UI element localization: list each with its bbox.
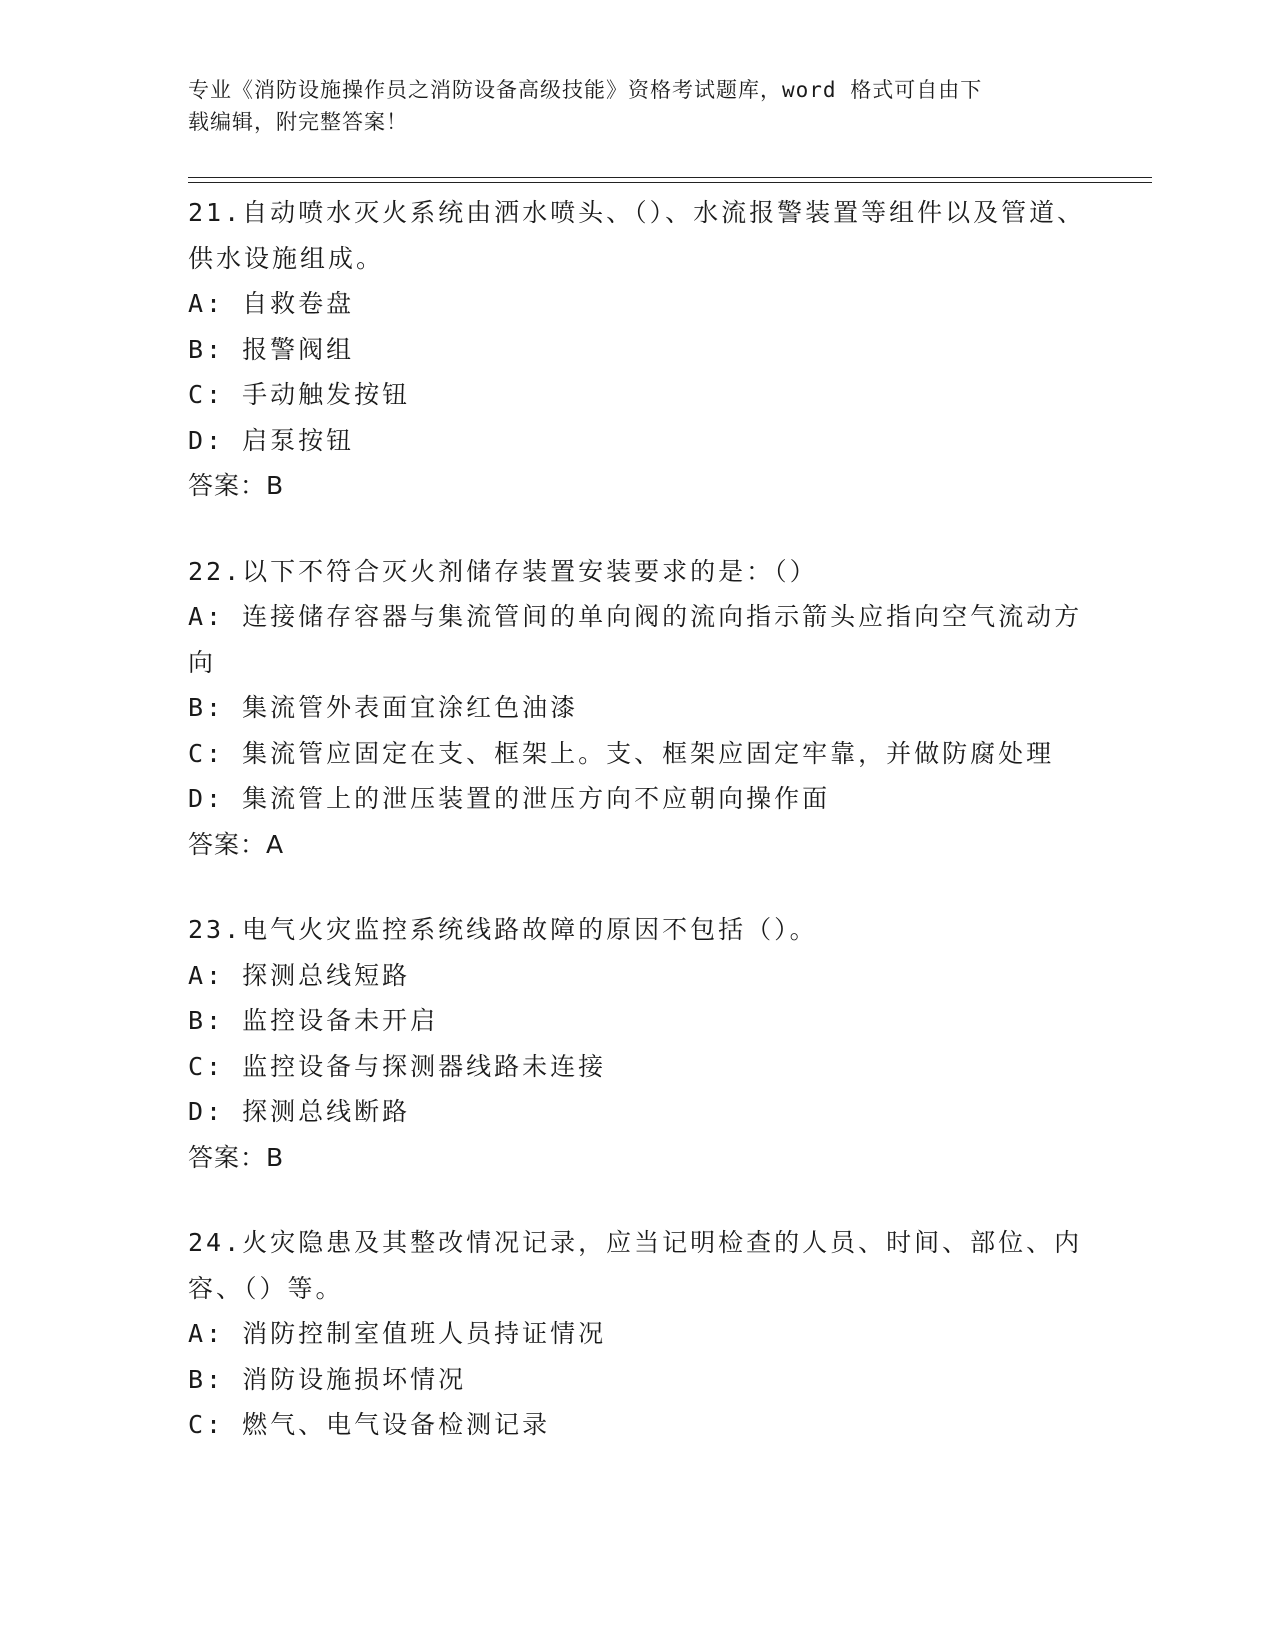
option-b: B: 报警阀组 xyxy=(188,334,355,364)
header-line: 载编辑，附完整答案！ xyxy=(188,110,408,134)
option-d: D: 集流管上的泄压装置的泄压方向不应朝向操作面 xyxy=(188,784,831,813)
option-b: B: 消防设施损坏情况 xyxy=(188,1364,467,1394)
option-d: D: 探测总线断路 xyxy=(188,1097,411,1126)
option-b: B: 监控设备未开启 xyxy=(188,1006,439,1035)
option-c: C: 手动触发按钮 xyxy=(188,380,411,409)
question-list xyxy=(188,190,1088,1488)
question-22 xyxy=(188,549,1088,868)
question-23 xyxy=(188,907,1088,1180)
option-d: D: 启泵按钮 xyxy=(188,425,355,455)
question-stem: 23.电气火灾监控系统线路故障的原因不包括（）。 xyxy=(188,915,818,944)
option-c: C: 监控设备与探测器线路未连接 xyxy=(188,1051,607,1081)
header-line: 专业《消防设施操作员之消防设备高级技能》资格考试题库，word 格式可自由下 xyxy=(188,78,983,102)
question-stem: 24.火灾隐患及其整改情况记录，应当记明检查的人员、时间、部位、内容、（）等。 xyxy=(188,1228,1083,1303)
answer-label: 答案：A xyxy=(188,829,285,859)
question-stem: 22.以下不符合灭火剂储存装置安装要求的是：（） xyxy=(188,556,818,586)
option-a: A: 探测总线短路 xyxy=(188,960,411,990)
option-a: A: 自救卷盘 xyxy=(188,289,355,318)
option-c: C: 集流管应固定在支、框架上。支、框架应固定牢靠，并做防腐处理 xyxy=(188,738,1055,768)
question-stem: 21.自动喷水灭火系统由洒水喷头、（）、水流报警装置等组件以及管道、供水设施组成。 xyxy=(188,198,1086,273)
option-a: A: 消防控制室值班人员持证情况 xyxy=(188,1319,607,1348)
option-c: C: 燃气、电气设备检测记录 xyxy=(188,1410,551,1439)
answer-label: 答案：B xyxy=(188,471,285,500)
option-b: B: 集流管外表面宜涂红色油漆 xyxy=(188,693,579,722)
header-divider xyxy=(188,177,1152,183)
option-a: A: 连接储存容器与集流管间的单向阀的流向指示箭头应指向空气流动方向 xyxy=(188,602,1083,677)
page-header xyxy=(188,74,1068,138)
answer-label: 答案：B xyxy=(188,1142,285,1172)
question-24 xyxy=(188,1220,1088,1448)
question-21 xyxy=(188,190,1088,509)
